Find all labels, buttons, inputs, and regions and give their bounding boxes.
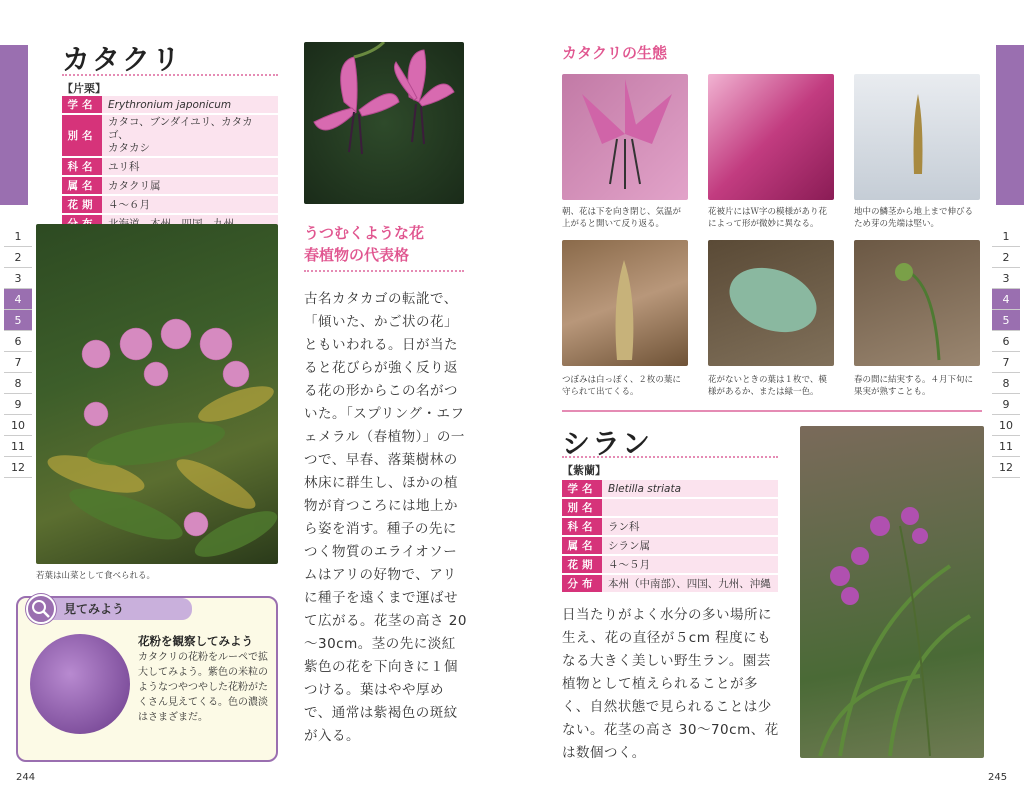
- chapter-tab: 2: [992, 247, 1020, 268]
- ecology-photo-1: [562, 74, 688, 200]
- chapter-tab: 9: [992, 394, 1020, 415]
- chapter-tab: 11: [4, 436, 32, 457]
- ecology-title: カタクリの生態: [562, 44, 668, 62]
- pollen-photo: [30, 634, 130, 734]
- chapter-tab: 8: [4, 373, 32, 394]
- katakuri-main-photo: [36, 224, 278, 564]
- ecology-photo-5: [708, 240, 834, 366]
- chapter-tab: 10: [992, 415, 1020, 436]
- katakuri-info-table: 学名 Erythronium japonicum 別名 カタコ、ブンダイユリ、カタカゴ、 カタカシ 科名 ユリ科 属名 カタクリ属 花期 ４～６月: [62, 94, 278, 234]
- ecology-caption-3: 地中の鱗茎から地上まで伸びるため芽の先端は堅い。: [854, 207, 974, 229]
- chapter-tab: 3: [992, 268, 1020, 289]
- katakuri-heading: うつむくような花 春植物の代表格: [304, 224, 425, 264]
- ecology-caption-4: つぼみは白っぽく、２枚の葉に守られて出てくる。: [562, 375, 681, 397]
- katakuri-flower-photo: [304, 42, 464, 204]
- observation-title: 花粉を観察してみよう: [138, 634, 253, 648]
- katakuri-title: カタクリ: [62, 43, 183, 76]
- observation-text: カタクリの花粉をルーペで拡大してみよう。紫色の米粒のようなつやつやした花粉がたくさん見えてくる。色の濃淡はさまざまだ。: [138, 652, 268, 723]
- chapter-tab: 4: [992, 289, 1020, 310]
- main-photo-caption: 若葉は山菜として食べられる。: [36, 571, 156, 581]
- chapter-tab: 6: [4, 331, 32, 352]
- observation-label-bar: 見てみよう: [52, 598, 192, 620]
- chapter-tab: 12: [4, 457, 32, 478]
- ecology-caption-2: 花被片にはＷ字の模様があり花によって形が微妙に異なる。: [708, 207, 828, 229]
- shiran-reading: 【紫蘭】: [562, 464, 606, 477]
- ecology-photo-6: [854, 240, 980, 366]
- chapter-tab: 6: [992, 331, 1020, 352]
- heading-underline: [304, 270, 464, 272]
- shiran-photo: [800, 426, 984, 758]
- shiran-info-table: 学名 Bletilla striata 別名 科名 ラン科 属名 シラン属 花期 ４～５月 分布 本州（中南部）、四国、九州、沖縄: [562, 478, 778, 594]
- chapter-tab: 9: [4, 394, 32, 415]
- chapter-tab: 7: [4, 352, 32, 373]
- shiran-title-underline: [562, 456, 778, 458]
- chapter-tab: 12: [992, 457, 1020, 478]
- chapter-tab: 1: [992, 226, 1020, 247]
- chapter-tab: 5: [992, 310, 1020, 331]
- ecology-caption-6: 春の間に結実する。４月下旬に果実が熟すことも。: [854, 375, 974, 397]
- katakuri-reading: 【片栗】: [62, 82, 106, 95]
- chapter-tab: 1: [4, 226, 32, 247]
- ecology-caption-5: 花がないときの葉は１枚で、模様があるか、または緑一色。: [708, 375, 827, 397]
- chapter-tab: 4: [4, 289, 32, 310]
- chapter-tab: 3: [4, 268, 32, 289]
- page-number-right: 245: [988, 772, 1008, 783]
- right-tab-index: [992, 226, 1020, 478]
- chapter-tab: 11: [992, 436, 1020, 457]
- right-side-band: [996, 45, 1024, 205]
- ecology-photo-3: [854, 74, 980, 200]
- chapter-tab: 5: [4, 310, 32, 331]
- magnifier-icon: [26, 594, 56, 624]
- ecology-caption-1: 朝、花は下を向き閉じ、気温が上がると開いて反り返る。: [562, 207, 682, 229]
- page-number-left: 244: [16, 772, 36, 783]
- title-underline: [62, 74, 278, 76]
- chapter-tab: 8: [992, 373, 1020, 394]
- shiran-title: シラン: [562, 427, 653, 460]
- chapter-tab: 10: [4, 415, 32, 436]
- chapter-tab: 7: [992, 352, 1020, 373]
- left-side-band: [0, 45, 28, 205]
- katakuri-body: 古名カタカゴの転訛で、「傾いた、かご状の花」ともいわれる。日が当たると花びらが強く反り返る花の形からこの名がついた。「スプリング・エフェメラル（春植物）」の一つで、早春、落葉樹林の林床に群生し、ほかの植物が育つころには地上から姿を消す。種子の先につく物質のエライオソームはアリの好物で、アリに種子を遠くまで運ばせて広がる。花茎の高さ 20 ～30cm。茎の先に淡紅紫色の花を下向きに１個つける。葉はやや厚めで、通常は紫褐色の斑紋が入る。: [304, 291, 467, 744]
- section-divider: [562, 410, 982, 412]
- left-tab-index: [4, 226, 32, 478]
- chapter-tab: 2: [4, 247, 32, 268]
- ecology-photo-2: [708, 74, 834, 200]
- ecology-photo-4: [562, 240, 688, 366]
- shiran-body: 日当たりがよく水分の多い場所に生え、花の直径が５cm 程度にもなる大きく美しい野生ラン。園芸植物として植えられることが多く、自然状態で見られることは少ない。花茎の高さ 30～70cm、花は数個つく。: [562, 607, 779, 761]
